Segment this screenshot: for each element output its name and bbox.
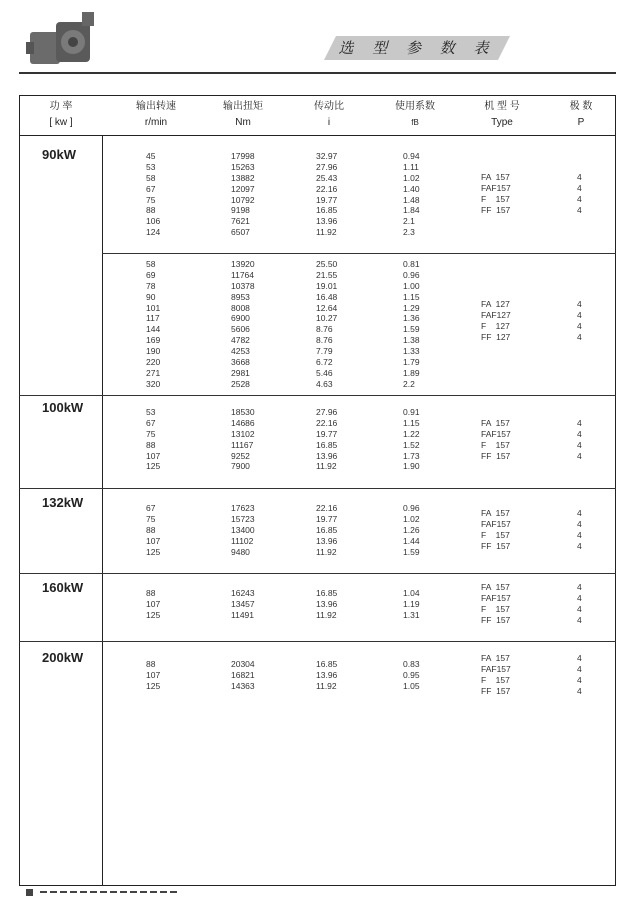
speed-column [146,659,160,692]
service-factor-value: 1.31 [403,609,420,620]
header-service-factor-unit: fB [411,118,419,127]
pole-value: 4 [577,518,582,529]
ratio-value: 25.43 [316,172,338,183]
fb-column [403,503,420,557]
block-separator [102,253,616,254]
footer-dashes [40,891,180,893]
type-value: F 157 [481,603,510,614]
ratio-value: 6.72 [316,357,333,368]
ratio-value: 13.96 [316,450,338,461]
service-factor-value: 1.26 [403,524,420,535]
type-value: FF 157 [481,540,511,551]
fb-column [403,407,420,472]
ratio-value: 22.16 [316,503,338,513]
header-torque-unit: Nm [235,117,251,128]
speed-column [146,259,160,390]
torque-value: 2528 [231,378,250,389]
type-value: FA 157 [481,418,510,428]
type-value: FAF127 [481,309,511,320]
speed-value: 101 [146,302,161,313]
service-factor-value: 1.73 [403,450,420,461]
power-label: 132kW [42,495,84,510]
service-factor-value: 0.96 [403,269,420,280]
ratio-value: 19.77 [316,513,338,524]
type-value: FF 157 [481,450,511,461]
torque-value: 16243 [231,588,255,598]
ratio-value: 4.63 [316,378,333,389]
service-factor-value: 1.22 [403,428,420,439]
speed-value: 88 [146,524,156,535]
type-value: FAF157 [481,428,511,439]
group-separator [19,395,616,396]
ratio-value: 13.96 [316,598,338,609]
torque-value: 15263 [231,161,255,172]
speed-value: 125 [146,461,161,472]
speed-value: 220 [146,357,161,368]
service-factor-value: 0.94 [403,151,420,161]
ratio-value: 7.79 [316,346,333,357]
pole-value: 4 [577,653,582,663]
service-factor-value: 1.38 [403,335,420,346]
torque-value: 20304 [231,659,255,669]
ratio-value: 22.16 [316,183,338,194]
type-value: F 127 [481,320,510,331]
torque-value: 14363 [231,680,255,691]
torque-value: 12097 [231,183,255,194]
ratio-column [316,407,337,472]
service-factor-value: 1.15 [403,291,420,302]
torque-value: 13882 [231,172,255,183]
speed-value: 67 [146,503,156,513]
header-type-unit: Type [491,117,513,128]
type-value: F 157 [481,674,510,685]
service-factor-value: 1.36 [403,313,420,324]
pole-value: 4 [577,674,582,685]
torque-value: 6507 [231,227,250,238]
pole-value: 4 [577,439,582,450]
ratio-value: 19.77 [316,428,338,439]
header-poles-unit: P [577,117,585,128]
service-factor-value: 0.81 [403,259,420,269]
torque-value: 11491 [231,609,255,620]
ratio-value: 16.85 [316,439,338,450]
service-factor-value: 1.84 [403,205,420,216]
header-poles: 极 数 [569,101,593,112]
pole-value: 4 [577,418,582,428]
pole-value: 4 [577,204,582,215]
type-value: F 157 [481,529,510,540]
ratio-value: 22.16 [316,417,338,428]
service-factor-value: 1.15 [403,417,420,428]
service-factor-value: 1.33 [403,346,420,357]
service-factor-value: 0.91 [403,407,420,417]
torque-value: 6900 [231,313,250,324]
power-label: 90kW [42,147,76,162]
pole-value: 4 [577,582,582,592]
service-factor-value: 1.02 [403,172,420,183]
speed-value: 271 [146,367,161,378]
header-rule [19,135,616,136]
type-value: F 157 [481,439,510,450]
torque-value: 16821 [231,669,255,680]
torque-value: 9198 [231,205,250,216]
torque-value: 8953 [231,291,250,302]
torque-value: 10378 [231,280,255,291]
poles-column [577,582,582,626]
service-factor-value: 1.44 [403,535,420,546]
service-factor-value: 1.04 [403,588,420,598]
ratio-value: 13.96 [316,216,338,227]
torque-value: 17998 [231,151,255,161]
speed-value: 69 [146,269,156,280]
speed-value: 88 [146,659,156,669]
group-separator [19,641,616,642]
pole-value: 4 [577,663,582,674]
power-label: 160kW [42,580,84,595]
footer-marker [26,889,33,896]
type-value: FF 157 [481,614,511,625]
header-power-unit: [ kw ] [49,117,73,128]
ratio-column [316,659,337,692]
speed-column [146,588,160,621]
type-value: F 157 [481,193,510,204]
ratio-value: 27.96 [316,407,338,417]
type-value: FAF157 [481,663,511,674]
speed-column [146,151,160,238]
service-factor-value: 2.3 [403,227,415,238]
types-column [481,653,511,697]
ratio-column [316,259,337,390]
torque-value: 4253 [231,346,250,357]
speed-value: 107 [146,598,161,609]
service-factor-value: 1.02 [403,513,420,524]
speed-value: 124 [146,227,161,238]
service-factor-value: 0.83 [403,659,420,669]
pole-value: 4 [577,172,582,182]
torque-value: 11167 [231,439,254,450]
torque-column [231,407,255,472]
header-torque: 输出扭矩 [223,101,263,112]
torque-value: 13400 [231,524,255,535]
ratio-value: 11.92 [316,227,337,238]
fb-column [403,151,420,238]
service-factor-value: 1.59 [403,546,420,557]
ratio-value: 8.76 [316,335,333,346]
ratio-value: 11.92 [316,546,337,557]
speed-value: 67 [146,183,156,194]
torque-value: 14686 [231,417,255,428]
ratio-column [316,588,337,621]
types-column [481,418,511,462]
service-factor-value: 1.40 [403,183,420,194]
pole-value: 4 [577,428,582,439]
torque-value: 2981 [231,367,250,378]
pole-value: 4 [577,685,582,696]
type-value: FAF157 [481,182,511,193]
torque-value: 9480 [231,546,250,557]
service-factor-value: 1.48 [403,194,420,205]
speed-value: 106 [146,216,161,227]
speed-value: 117 [146,313,160,324]
ratio-value: 11.92 [316,461,337,472]
page-title: 选 型 参 数 表 [338,39,496,57]
types-column [481,172,511,216]
pole-value: 4 [577,508,582,518]
type-value: FA 127 [481,299,510,309]
speed-value: 75 [146,513,156,524]
service-factor-value: 2.1 [403,216,415,227]
speed-value: 107 [146,535,161,546]
torque-value: 10792 [231,194,255,205]
ratio-value: 13.96 [316,669,338,680]
speed-value: 58 [146,172,156,183]
pole-value: 4 [577,320,582,331]
speed-value: 320 [146,378,161,389]
ratio-value: 16.85 [316,524,338,535]
speed-column [146,503,160,557]
type-value: FF 157 [481,685,511,696]
speed-value: 88 [146,205,156,216]
types-column [481,508,511,552]
pole-value: 4 [577,450,582,461]
service-factor-value: 1.59 [403,324,420,335]
ratio-value: 19.01 [316,280,338,291]
torque-value: 8008 [231,302,250,313]
type-value: FF 157 [481,204,511,215]
speed-value: 125 [146,680,161,691]
header-type: 机 型 号 [484,101,520,112]
torque-value: 13457 [231,598,255,609]
torque-value: 13920 [231,259,255,269]
torque-value: 7621 [231,216,250,227]
torque-column [231,151,255,238]
power-column-divider [102,136,103,886]
fb-column [403,588,420,621]
ratio-value: 13.96 [316,535,338,546]
speed-value: 53 [146,407,156,417]
speed-value: 75 [146,428,156,439]
torque-value: 9252 [231,450,250,461]
service-factor-value: 0.96 [403,503,420,513]
service-factor-value: 1.29 [403,302,420,313]
pole-value: 4 [577,193,582,204]
service-factor-value: 2.2 [403,378,415,389]
top-rule [19,72,616,74]
speed-value: 125 [146,609,161,620]
pole-value: 4 [577,540,582,551]
service-factor-value: 1.90 [403,461,420,472]
speed-value: 75 [146,194,156,205]
header-speed: 输出转速 [136,101,176,112]
service-factor-value: 1.11 [403,161,419,172]
fb-column [403,659,420,692]
header-ratio: 传动比 [314,101,344,112]
group-separator [19,488,616,489]
ratio-value: 11.92 [316,680,337,691]
torque-value: 17623 [231,503,255,513]
power-label: 100kW [42,400,84,415]
speed-value: 169 [146,335,161,346]
service-factor-value: 1.89 [403,367,420,378]
torque-value: 11102 [231,535,254,546]
speed-value: 107 [146,450,161,461]
poles-column [577,418,582,462]
torque-value: 5606 [231,324,250,335]
service-factor-value: 1.52 [403,439,420,450]
speed-value: 78 [146,280,156,291]
torque-value: 13102 [231,428,255,439]
pole-value: 4 [577,614,582,625]
torque-column [231,659,255,692]
pole-value: 4 [577,331,582,342]
type-value: FA 157 [481,508,510,518]
pole-value: 4 [577,592,582,603]
ratio-column [316,503,337,557]
group-separator [19,573,616,574]
torque-value: 7900 [231,461,250,472]
power-label: 200kW [42,650,84,665]
speed-value: 53 [146,161,156,172]
poles-column [577,172,582,216]
header-speed-unit: r/min [144,117,168,128]
ratio-value: 12.64 [316,302,338,313]
ratio-value: 5.46 [316,367,333,378]
ratio-value: 32.97 [316,151,338,161]
ratio-value: 19.77 [316,194,338,205]
speed-value: 144 [146,324,161,335]
speed-value: 90 [146,291,156,302]
service-factor-value: 0.95 [403,669,420,680]
ratio-value: 27.96 [316,161,338,172]
poles-column [577,508,582,552]
torque-column [231,588,255,621]
pole-value: 4 [577,182,582,193]
speed-value: 107 [146,669,161,680]
type-value: FA 157 [481,582,510,592]
poles-column [577,653,582,697]
type-value: FA 157 [481,172,510,182]
type-value: FF 127 [481,331,511,342]
poles-column [577,299,582,343]
ratio-value: 11.92 [316,609,337,620]
pole-value: 4 [577,299,582,309]
ratio-value: 16.48 [316,291,338,302]
ratio-value: 21.55 [316,269,338,280]
ratio-value: 16.85 [316,588,338,598]
speed-value: 88 [146,439,156,450]
speed-column [146,407,160,472]
torque-value: 4782 [231,335,250,346]
ratio-value: 16.85 [316,659,338,669]
torque-column [231,259,255,390]
torque-value: 11764 [231,269,255,280]
type-value: FAF157 [481,592,511,603]
speed-value: 88 [146,588,156,598]
service-factor-value: 1.00 [403,280,420,291]
ratio-value: 25.50 [316,259,338,269]
speed-value: 45 [146,151,156,161]
type-value: FAF157 [481,518,511,529]
speed-value: 125 [146,546,161,557]
header-service-factor: 使用系数 [395,101,435,112]
header-ratio-unit: i [327,117,331,128]
torque-value: 15723 [231,513,255,524]
pole-value: 4 [577,529,582,540]
speed-value: 67 [146,417,156,428]
speed-value: 58 [146,259,156,269]
header-power: 功 率 [49,101,73,112]
torque-column [231,503,255,557]
ratio-value: 10.27 [316,313,338,324]
ratio-value: 16.85 [316,205,338,216]
service-factor-value: 1.19 [403,598,420,609]
gear-motor-logo [26,12,98,74]
fb-column [403,259,420,390]
service-factor-value: 1.79 [403,357,420,368]
type-value: FA 157 [481,653,510,663]
speed-value: 190 [146,346,161,357]
pole-value: 4 [577,603,582,614]
service-factor-value: 1.05 [403,680,420,691]
pole-value: 4 [577,309,582,320]
torque-value: 3668 [231,357,250,368]
ratio-value: 8.76 [316,324,333,335]
ratio-column [316,151,337,238]
types-column [481,299,511,343]
torque-value: 18530 [231,407,255,417]
types-column [481,582,511,626]
